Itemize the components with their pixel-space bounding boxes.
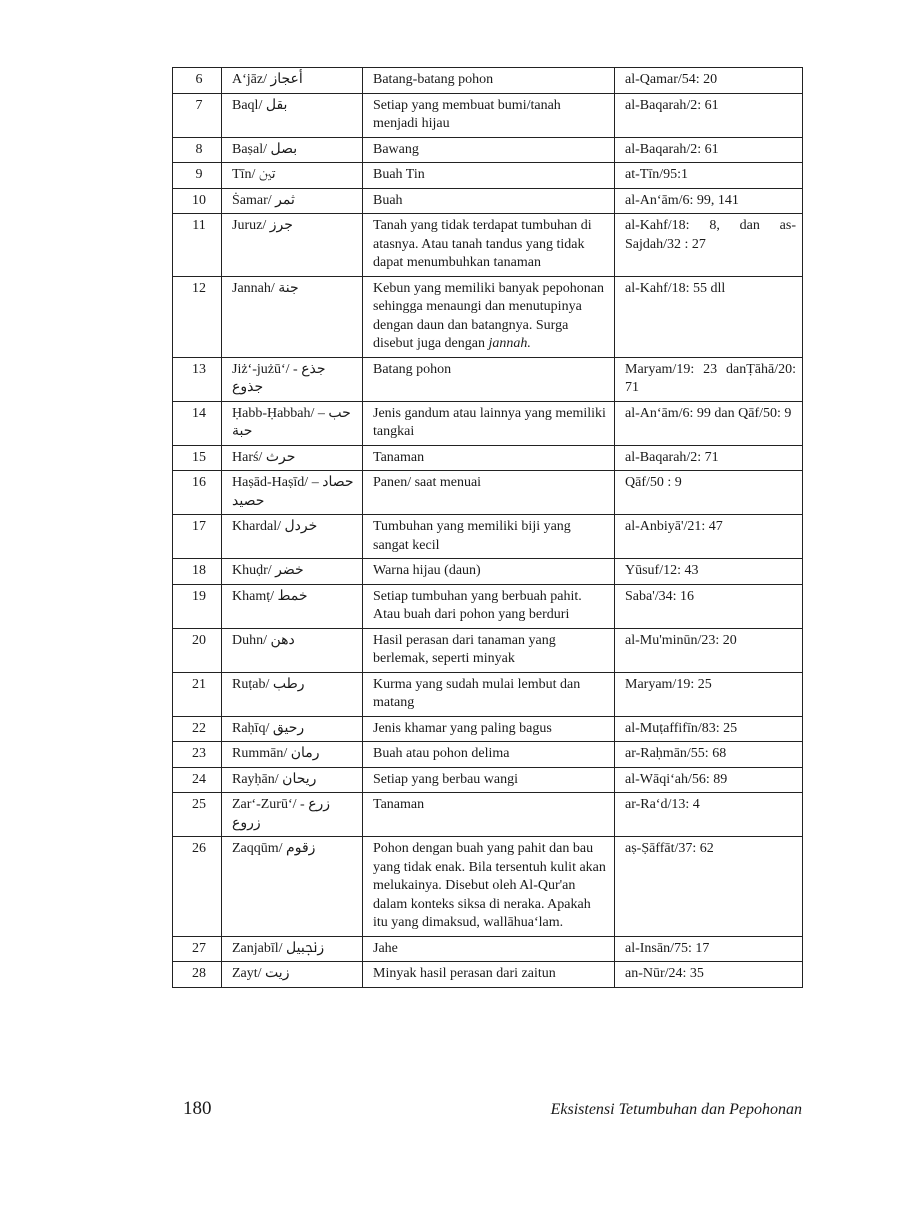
reference-cell: an-Nūr/24: 35 — [615, 962, 803, 988]
reference-cell: al-Qamar/54: 20 — [615, 68, 803, 94]
term-cell: Rayḥān/ ﺭﻳﺤﺎﻥ — [222, 767, 363, 793]
running-title: Eksistensi Tetumbuhan dan Pepohonan — [550, 1101, 802, 1118]
row-number: 11 — [173, 214, 222, 277]
reference-cell: al-Muṭaffifīn/83: 25 — [615, 716, 803, 742]
row-number: 15 — [173, 445, 222, 471]
table-row — [173, 584, 803, 628]
term-cell: Ruṭab/ ﺭﻃﺐ — [222, 672, 363, 716]
table-row — [173, 767, 803, 793]
table-row — [173, 68, 803, 94]
row-number: 17 — [173, 515, 222, 559]
table-row — [173, 188, 803, 214]
table-row — [173, 163, 803, 189]
reference-cell: al-Insān/75: 17 — [615, 936, 803, 962]
term-cell: Rummān/ ﺭﻣﺎﻥ — [222, 742, 363, 768]
row-number: 16 — [173, 471, 222, 515]
row-number: 13 — [173, 357, 222, 401]
reference-cell: ar-Raḥmān/55: 68 — [615, 742, 803, 768]
row-number: 27 — [173, 936, 222, 962]
table-row — [173, 672, 803, 716]
meaning-cell: Panen/ saat menuai — [363, 471, 615, 515]
term-cell: Ḥabb-Ḥabbah/ ﺣﺐ – ﺣﺒﺔ — [222, 401, 363, 445]
term-cell: Khamṭ/ ﺧﻤﻂ — [222, 584, 363, 628]
glossary-table — [172, 67, 803, 988]
meaning-cell: Tumbuhan yang memiliki biji yang sangat kecil — [363, 515, 615, 559]
term-cell: Zaqqūm/ ﺯﻗﻮﻡ — [222, 837, 363, 937]
meaning-cell: Setiap tumbuhan yang berbuah pahit. Atau buah dari pohon yang berduri — [363, 584, 615, 628]
term-cell: Baṣal/ ﺑﺼﻞ — [222, 137, 363, 163]
reference-cell: al-Baqarah/2: 61 — [615, 137, 803, 163]
meaning-cell: Jenis gandum atau lainnya yang memiliki tangkai — [363, 401, 615, 445]
row-number: 10 — [173, 188, 222, 214]
row-number: 18 — [173, 559, 222, 585]
meaning-cell: Tanah yang tidak terdapat tumbuhan di atasnya. Atau tanah tandus yang tidak dapat menumbuhkan tanaman — [363, 214, 615, 277]
term-cell: Juruz/ ﺟﺮﺯ — [222, 214, 363, 277]
meaning-italic-term: jannah. — [488, 336, 531, 351]
meaning-text: Kebun yang memiliki banyak pepohonan sehingga menaungi dan menutupinya dengan daun dan batangnya. Surga disebut juga dengan — [373, 280, 604, 351]
meaning-cell: Batang pohon — [363, 357, 615, 401]
meaning-cell: Buah — [363, 188, 615, 214]
row-number: 9 — [173, 163, 222, 189]
reference-cell: at-Tīn/95:1 — [615, 163, 803, 189]
reference-cell: aṣ-Ṣāffāt/37: 62 — [615, 837, 803, 937]
reference-cell: al-Baqarah/2: 61 — [615, 93, 803, 137]
row-number: 8 — [173, 137, 222, 163]
row-number: 12 — [173, 276, 222, 357]
term-cell: Ṡamar/ ﺛﻤﺮ — [222, 188, 363, 214]
meaning-cell: Setiap yang membuat bumi/tanah menjadi hijau — [363, 93, 615, 137]
term-cell: Zar‘-Zurū‘/ ﺯﺭﻉ - ﺯﺭﻭﻉ — [222, 793, 363, 837]
meaning-cell: Bawang — [363, 137, 615, 163]
table-row — [173, 214, 803, 277]
row-number: 25 — [173, 793, 222, 837]
reference-cell: Maryam/19: 23 danṬāhā/20: 71 — [615, 357, 803, 401]
term-cell: Jannah/ ﺟﻨﺔ — [222, 276, 363, 357]
meaning-cell: Minyak hasil perasan dari zaitun — [363, 962, 615, 988]
reference-cell: al-Mu'minūn/23: 20 — [615, 628, 803, 672]
meaning-cell: Tanaman — [363, 445, 615, 471]
table-row — [173, 276, 803, 357]
reference-cell: al-Kahf/18: 55 dll — [615, 276, 803, 357]
meaning-cell: Tanaman — [363, 793, 615, 837]
term-cell: A‘jāz/ ﺃﻋﺠﺎﺯ — [222, 68, 363, 94]
row-number: 22 — [173, 716, 222, 742]
term-cell: Harś/ ﺣﺮﺙ — [222, 445, 363, 471]
term-cell: Duhn/ ﺩﻫﻦ — [222, 628, 363, 672]
table-row — [173, 401, 803, 445]
meaning-cell: Hasil perasan dari tanaman yang berlemak, seperti minyak — [363, 628, 615, 672]
reference-cell: al-Baqarah/2: 71 — [615, 445, 803, 471]
reference-cell: al-Kahf/18: 8, dan as-Sajdah/32 : 27 — [615, 214, 803, 277]
table-row — [173, 628, 803, 672]
meaning-cell: Buah Tin — [363, 163, 615, 189]
row-number: 20 — [173, 628, 222, 672]
row-number: 21 — [173, 672, 222, 716]
term-cell: Khuḍr/ ﺧﻀﺮ — [222, 559, 363, 585]
reference-cell: al-An‘ām/6: 99 dan Qāf/50: 9 — [615, 401, 803, 445]
table-row — [173, 559, 803, 585]
term-cell: Jiż‘-jużū‘/ ﺟﺬﻉ - ﺟﺬﻭﻉ — [222, 357, 363, 401]
reference-cell: al-An‘ām/6: 99, 141 — [615, 188, 803, 214]
page-number: 180 — [183, 1098, 212, 1119]
table-row — [173, 93, 803, 137]
meaning-cell: Setiap yang berbau wangi — [363, 767, 615, 793]
table-row — [173, 471, 803, 515]
table-row — [173, 962, 803, 988]
row-number: 19 — [173, 584, 222, 628]
term-cell: Haṣād-Haṣīd/ ﺣﺼﺎﺩ – ﺣﺼﻴﺪ — [222, 471, 363, 515]
table-row — [173, 515, 803, 559]
table-row — [173, 357, 803, 401]
page-footer — [183, 1098, 802, 1120]
row-number: 24 — [173, 767, 222, 793]
row-number: 14 — [173, 401, 222, 445]
meaning-cell: Batang-batang pohon — [363, 68, 615, 94]
meaning-cell — [363, 276, 615, 357]
reference-cell: al-Anbiyā'/21: 47 — [615, 515, 803, 559]
term-cell: Zanjabīl/ ﺯﳒﺒﻴﻞ — [222, 936, 363, 962]
reference-cell: al-Wāqi‘ah/56: 89 — [615, 767, 803, 793]
meaning-cell: Jenis khamar yang paling bagus — [363, 716, 615, 742]
row-number: 6 — [173, 68, 222, 94]
table-row — [173, 445, 803, 471]
meaning-cell: Pohon dengan buah yang pahit dan bau yang tidak enak. Bila tersentuh kulit akan melukainya. Disebut oleh Al-Qur'an dalam konteks siksa di neraka. Apakah itu yang dimaksud, wallāhua‘lam. — [363, 837, 615, 937]
row-number: 26 — [173, 837, 222, 937]
table-row — [173, 137, 803, 163]
term-cell: Khardal/ ﺧﺮﺩﻝ — [222, 515, 363, 559]
meaning-cell: Warna hijau (daun) — [363, 559, 615, 585]
meaning-cell: Kurma yang sudah mulai lembut dan matang — [363, 672, 615, 716]
table-row — [173, 837, 803, 937]
reference-cell: Maryam/19: 25 — [615, 672, 803, 716]
row-number: 23 — [173, 742, 222, 768]
table-row — [173, 716, 803, 742]
reference-cell: ar-Ra‘d/13: 4 — [615, 793, 803, 837]
reference-cell: Qāf/50 : 9 — [615, 471, 803, 515]
table-row — [173, 936, 803, 962]
term-cell: Tīn/ ﺗﲔ — [222, 163, 363, 189]
reference-cell: Saba'/34: 16 — [615, 584, 803, 628]
meaning-cell: Jahe — [363, 936, 615, 962]
reference-cell: Yūsuf/12: 43 — [615, 559, 803, 585]
term-cell: Zayt/ ﺯﻳﺖ — [222, 962, 363, 988]
table-row — [173, 793, 803, 837]
meaning-cell: Buah atau pohon delima — [363, 742, 615, 768]
term-cell: Baql/ ﺑﻘﻞ — [222, 93, 363, 137]
term-cell: Raḥīq/ ﺭﺣﻴﻖ — [222, 716, 363, 742]
row-number: 28 — [173, 962, 222, 988]
table-row — [173, 742, 803, 768]
row-number: 7 — [173, 93, 222, 137]
